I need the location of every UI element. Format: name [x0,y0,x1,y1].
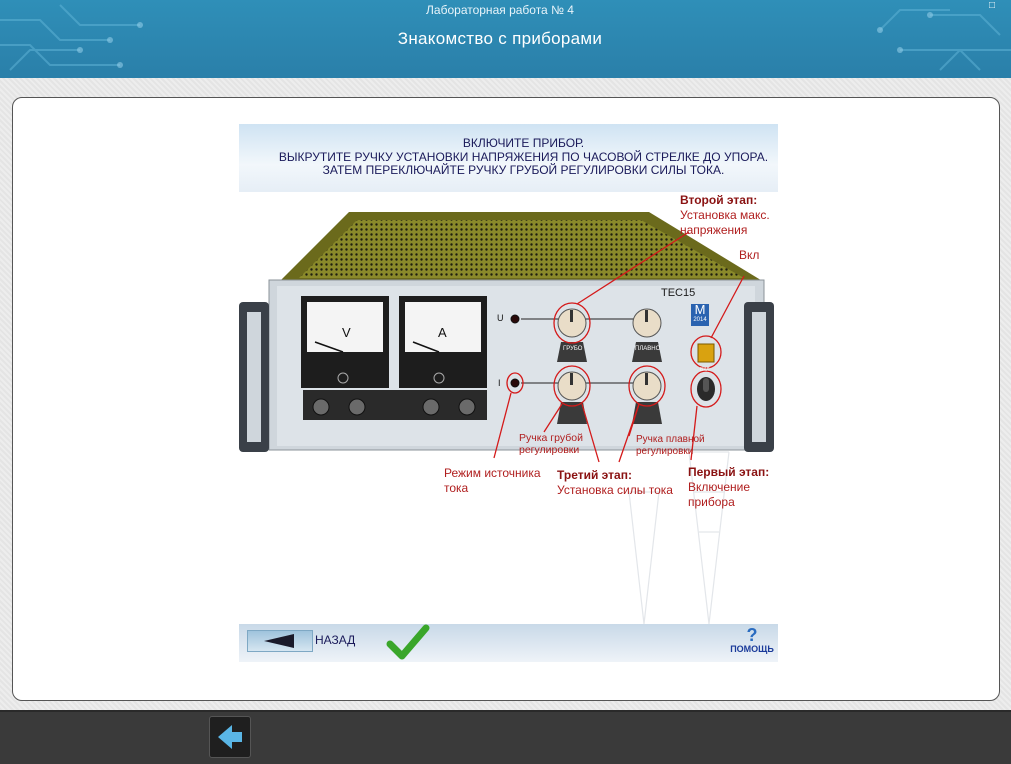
coarse-annotation-line2: регулировки [519,444,580,456]
ammeter-unit: A [438,325,447,340]
instruction-banner [239,124,778,192]
ammeter [399,296,487,388]
switch-label: ВКЛ [700,367,710,373]
stage-back-button[interactable] [247,630,313,652]
power-on-annotation: Вкл [739,248,760,262]
u-indicator-led [511,315,519,323]
stage-two-title: Второй этап: [680,193,758,207]
stage-two-line1: Установка макс. [680,208,770,222]
i-row-label: I [498,378,501,388]
footer-back-arrow-icon [210,717,250,757]
model-label: TEC15 [661,287,696,299]
stage-three-line1: Установка силы тока [557,483,673,497]
stage-three-title: Третий этап: [557,468,632,482]
coarse-knob-annotation [519,432,583,456]
footer-bar [0,710,1011,764]
stage-one-title: Первый этап: [688,465,770,479]
voltmeter-unit: V [342,325,351,340]
window-close-icon[interactable]: □ [989,0,996,11]
coarse-annotation-line1: Ручка грубой [519,432,583,444]
help-label: ПОМОЩЬ [730,644,774,654]
help-button[interactable] [730,626,774,660]
voltmeter [301,296,389,388]
footer-back-button[interactable] [209,716,251,758]
i-indicator-led [511,379,519,387]
fine-knob-annotation [636,434,705,458]
instruction-line-2: ВЫКРУТИТЕ РУЧКУ УСТАНОВКИ НАПРЯЖЕНИЯ ПО ЧАСОВОЙ СТРЕЛКЕ ДО УПОРА. [278,149,769,164]
confirm-check-icon[interactable] [386,624,430,662]
fine-knob-label: ПЛАВНО [635,346,661,352]
current-mode-annotation [444,466,541,496]
stage-one-annotation [688,465,769,510]
u-row-label: U [497,313,504,323]
help-icon: ? [746,625,758,645]
instruction-line-3: ЗАТЕМ ПЕРЕКЛЮЧАЙТЕ РУЧКУ ГРУБОЙ РЕГУЛИРОВКИ СИЛЫ ТОКА. [322,163,725,177]
back-arrow-icon [248,631,312,651]
stage-two-annotation [680,193,770,238]
stage-one-line2: прибора [688,495,735,509]
power-toggle-switch[interactable] [697,377,715,401]
lab-subtitle: Лабораторная работа № 4 [426,3,574,17]
mode-annotation-line1: Режим источника [444,466,541,480]
lesson-stage [239,124,778,662]
power-supply-device [239,192,778,624]
instruction-line-1: ВКЛЮЧИТЕ ПРИБОР. [462,136,585,150]
power-lamp [698,344,714,362]
page-title: Знакомство с приборами [397,29,603,48]
coarse-knob-label: ГРУБО [563,346,583,352]
header-bar [0,0,1011,78]
brand-logo-year: 2014 [693,317,707,323]
fine-annotation-line2: регулировки [636,446,694,457]
stage-nav-bar [239,624,778,662]
stage-one-line1: Включение [688,480,751,494]
stage-two-line2: напряжения [680,223,748,237]
stage-three-annotation [557,468,673,498]
fine-annotation-line1: Ручка плавной [636,434,705,445]
brand-logo-letter: M [694,302,706,317]
back-label[interactable]: НАЗАД [315,633,356,647]
mode-annotation-line2: тока [444,481,469,495]
